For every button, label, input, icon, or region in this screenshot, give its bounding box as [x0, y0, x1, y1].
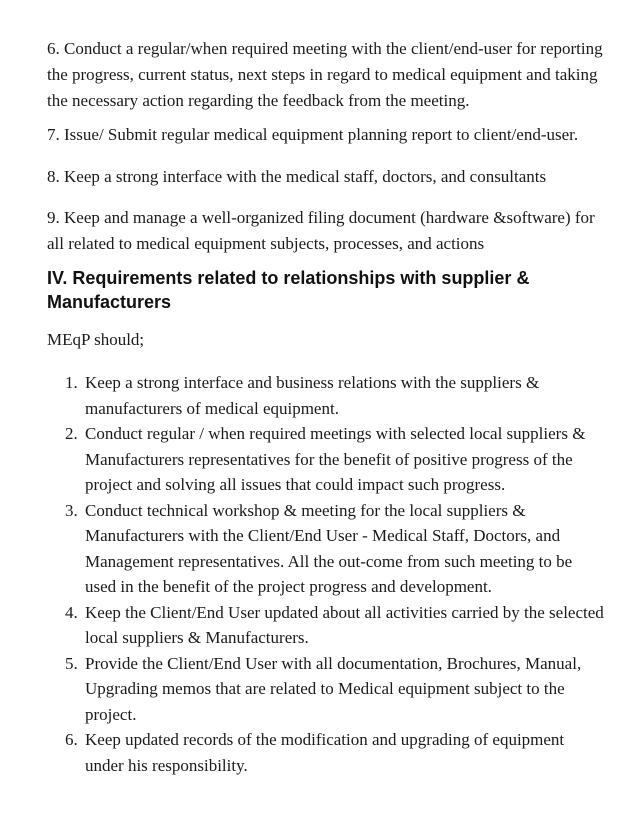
list-item-text: Keep a strong interface and business relations with the suppliers & manufacturers of medical equipment.: [85, 373, 540, 418]
list-item-text: Conduct technical workshop & meeting for the local suppliers & Manufacturers with the Client/End User - Medical Staff, Doctors, and Management representatives. All the out-come from such meeting to be used in the benefit of the project progress and development.: [85, 500, 573, 596]
paragraph-item-9: 9. Keep and manage a well-organized filing document (hardware &software) for all related to medical equipment subjects, processes, and actions: [47, 208, 595, 253]
list-item: [47, 600, 607, 651]
requirements-list: [47, 370, 607, 778]
list-item: [47, 421, 607, 498]
section-intro: MEqP should;: [47, 330, 145, 349]
list-item-number: 6.: [65, 730, 78, 749]
list-item: [47, 651, 607, 728]
list-item-number: 3.: [65, 500, 78, 520]
list-item-text: Conduct regular / when required meetings with selected local suppliers & Manufacturers representatives for the benefit of positive progress of the project and solving all issues that could impact such progress.: [85, 424, 586, 494]
paragraph-item-8: 8. Keep a strong interface with the medical staff, doctors, and consultants: [47, 167, 547, 186]
paragraph-item-6: 6. Conduct a regular/when required meeting with the client/end-user for reporting the progress, current status, next steps in regard to medical equipment and taking the necessary action regarding the feedback from the meeting.: [47, 39, 603, 110]
list-item-number: 4.: [65, 602, 78, 622]
list-item: [47, 727, 607, 778]
list-item: [47, 498, 607, 600]
list-item-text: Provide the Client/End User with all documentation, Brochures, Manual, Upgrading memos that are related to Medical equipment subject to the project.: [85, 653, 582, 724]
list-item: [47, 370, 607, 421]
list-item-number: 2.: [65, 424, 78, 443]
list-item-text: Keep the Client/End User updated about all activities carried by the selected local suppliers & Manufacturers.: [85, 602, 604, 647]
section-heading: IV. Requirements related to relationships with supplier & Manufacturers: [47, 268, 530, 312]
paragraph-item-7: 7. Issue/ Submit regular medical equipment planning report to client/end-user.: [47, 125, 579, 144]
list-item-number: 5.: [65, 653, 78, 673]
list-item-text: Keep updated records of the modification and upgrading of equipment under his responsibility.: [85, 730, 565, 775]
list-item-number: 1.: [65, 373, 78, 392]
